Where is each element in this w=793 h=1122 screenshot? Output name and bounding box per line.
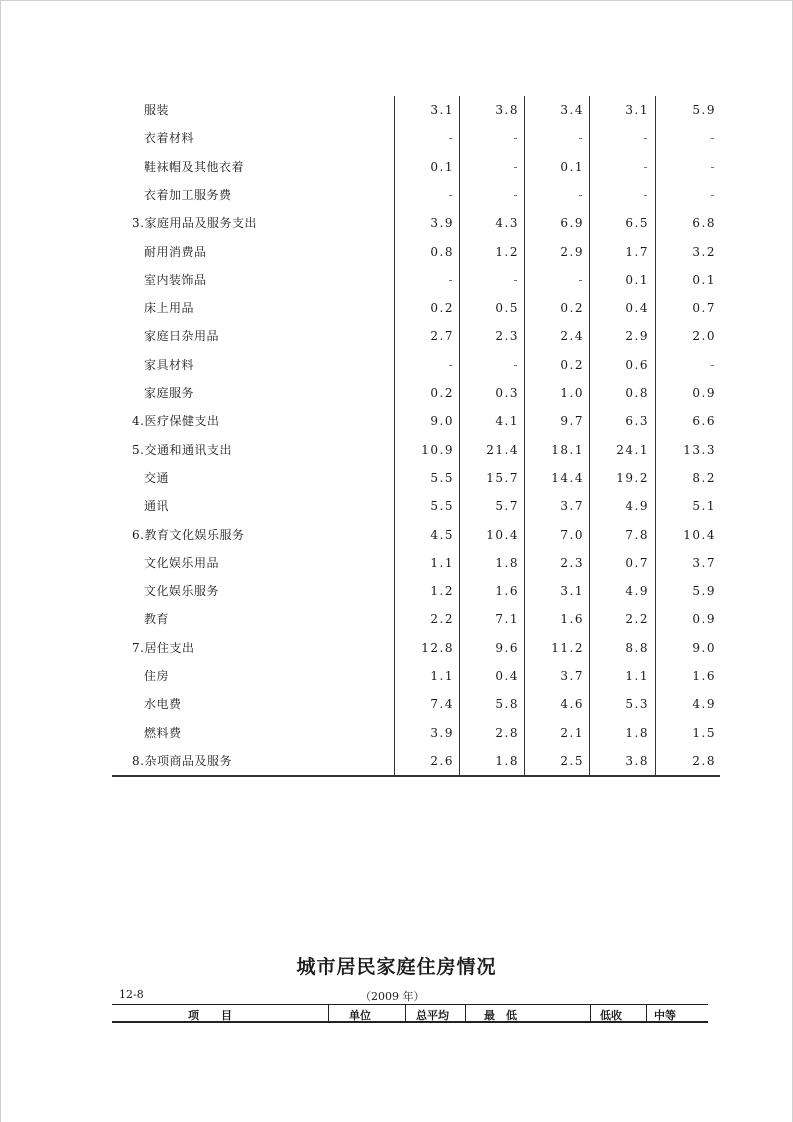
row-label: 文化娱乐服务 [144,584,220,599]
row-value: 0.9 [692,386,716,400]
row-value: 8.8 [625,640,649,655]
table-row [112,157,720,177]
row-label: 3.家庭用品及服务支出 [132,216,257,231]
row-value: 0.1 [625,272,649,287]
row-value: 9.0 [692,640,716,655]
row-value: 19.2 [616,470,649,485]
row-value: 3.2 [692,244,716,259]
row-value: - [578,272,584,287]
row-value: 3.8 [625,753,649,768]
row-value: 0.3 [495,386,519,400]
row-value: 10.4 [683,527,716,542]
row-value: 1.1 [430,555,454,570]
row-value: 0.1 [430,159,454,174]
table-row [112,298,720,318]
row-label: 衣着加工服务费 [144,187,232,202]
row-label: 住房 [144,669,170,683]
row-value: 21.4 [486,442,519,457]
row-value: 6.8 [692,216,716,231]
row-value: 5.9 [692,584,716,599]
row-value: 9.7 [560,414,584,429]
table-row [112,751,720,771]
row-label: 家庭服务 [144,386,195,400]
row-value: - [513,357,519,372]
header-middle: 中等 [654,1009,676,1022]
row-value: 0.2 [560,357,584,372]
row-value: 4.9 [625,499,649,514]
row-value: 2.9 [560,244,584,259]
header-divider [465,1005,466,1022]
table-bottom-rule [112,775,720,777]
row-value: 7.4 [430,697,454,712]
table-row [112,496,720,516]
row-label: 4.医疗保健支出 [132,414,220,429]
row-value: 7.0 [560,527,584,542]
row-value: 3.1 [430,103,454,117]
row-value: 0.2 [560,301,584,316]
table-year-note: （2009 年） [360,990,425,1003]
table-row [112,383,720,403]
row-value: - [448,272,454,287]
row-label: 6.教育文化娱乐服务 [132,527,245,542]
row-value: 2.2 [625,612,649,627]
row-value: 24.1 [616,442,649,457]
row-value: - [578,187,584,202]
row-value: - [513,272,519,287]
header-low-income: 低收 [600,1009,622,1022]
table-row [112,270,720,290]
row-label: 5.交通和通讯支出 [132,442,232,457]
row-value: 2.6 [430,753,454,768]
table-number: 12-8 [119,988,144,1001]
row-value: 3.9 [430,216,454,231]
row-label: 室内装饰品 [144,272,207,287]
row-value: 5.3 [625,697,649,712]
row-label: 教育 [144,612,170,627]
row-value: 3.7 [560,499,584,514]
table-row [112,440,720,460]
row-value: 3.9 [430,725,454,740]
row-value: 4.9 [692,697,716,712]
row-label: 服装 [144,103,170,117]
row-value: 0.5 [495,301,519,316]
row-value: 6.9 [560,216,584,231]
row-value: 4.5 [430,527,454,542]
row-value: - [710,357,716,372]
row-label: 床上用品 [144,301,195,316]
row-label: 文化娱乐用品 [144,555,220,570]
row-value: - [578,131,584,146]
table-row [112,525,720,545]
row-value: 3.8 [495,103,519,117]
header-divider [590,1005,591,1022]
row-value: 2.8 [692,753,716,768]
row-value: - [643,131,649,146]
row-value: 1.0 [560,386,584,400]
row-value: 1.8 [495,555,519,570]
header-divider [405,1005,406,1022]
row-value: 5.1 [692,499,716,514]
row-value: 0.2 [430,386,454,400]
row-value: 0.6 [625,357,649,372]
row-value: 0.1 [692,272,716,287]
row-value: 3.7 [692,555,716,570]
row-label: 通讯 [144,499,170,514]
table-row [112,185,720,205]
row-label: 7.居住支出 [132,640,195,655]
header-unit: 单位 [349,1009,371,1022]
row-value: 0.7 [625,555,649,570]
row-value: 4.1 [495,414,519,429]
row-value: 1.8 [625,725,649,740]
table-row [112,694,720,714]
table-row [112,581,720,601]
row-value: 3.1 [625,103,649,117]
row-value: 4.3 [495,216,519,231]
row-value: 1.7 [625,244,649,259]
row-value: 3.4 [560,103,584,117]
row-value: - [448,357,454,372]
row-value: 6.6 [692,414,716,429]
row-label: 家庭日杂用品 [144,329,220,344]
row-value: 0.9 [692,612,716,627]
row-value: 14.4 [551,470,584,485]
row-value: 5.8 [495,697,519,712]
row-label: 家具材料 [144,357,195,372]
row-label: 鞋袜帽及其他衣着 [144,159,245,174]
table-row [112,468,720,488]
row-label: 耐用消费品 [144,244,207,259]
row-value: 2.4 [560,329,584,344]
row-value: 13.3 [683,442,716,457]
row-value: 2.0 [692,329,716,344]
row-value: 11.2 [551,640,584,655]
row-value: 1.1 [625,669,649,683]
row-label: 水电费 [144,697,182,712]
row-value: 4.6 [560,697,584,712]
row-value: 1.8 [495,753,519,768]
row-label: 交通 [144,470,170,485]
row-value: 10.9 [421,442,454,457]
row-value: - [513,187,519,202]
row-value: 2.3 [495,329,519,344]
row-value: 0.1 [560,159,584,174]
table-row [112,723,720,743]
row-value: 5.7 [495,499,519,514]
row-value: 1.2 [495,244,519,259]
row-value: 3.1 [560,584,584,599]
row-value: - [513,131,519,146]
row-label: 8.杂项商品及服务 [132,753,232,768]
table-row [112,638,720,658]
row-value: 0.8 [430,244,454,259]
row-value: 1.1 [430,669,454,683]
row-value: 0.4 [625,301,649,316]
row-value: 5.9 [692,103,716,117]
table-row [112,128,720,148]
table-row [112,609,720,629]
header-divider [646,1005,647,1022]
row-value: - [448,187,454,202]
row-value: 0.2 [430,301,454,316]
row-value: 1.6 [692,669,716,683]
row-value: - [513,159,519,174]
row-label: 燃料费 [144,725,182,740]
row-value: 18.1 [551,442,584,457]
row-value: 6.5 [625,216,649,231]
row-value: 9.0 [430,414,454,429]
table-row [112,553,720,573]
row-value: 7.8 [625,527,649,542]
row-value: 5.5 [430,499,454,514]
table-row [112,242,720,262]
row-value: 12.8 [421,640,454,655]
row-value: 1.5 [692,725,716,740]
row-value: 2.5 [560,753,584,768]
row-value: 2.9 [625,329,649,344]
row-value: 2.8 [495,725,519,740]
row-value: 0.7 [692,301,716,316]
table-row [112,411,720,431]
row-value: - [710,159,716,174]
row-value: - [448,131,454,146]
row-value: 4.9 [625,584,649,599]
row-value: 1.6 [560,612,584,627]
row-value: 10.4 [486,527,519,542]
row-value: 2.1 [560,725,584,740]
header-divider [328,1005,329,1022]
table-row [112,100,720,120]
header-top-rule [112,1004,708,1005]
table-row [112,213,720,233]
row-value: 1.2 [430,584,454,599]
row-value: 0.4 [495,669,519,683]
table-row [112,355,720,375]
row-value: 9.6 [495,640,519,655]
row-value: 7.1 [495,612,519,627]
header-item: 项 目 [188,1009,232,1022]
row-label: 衣着材料 [144,131,195,146]
row-value: - [643,159,649,174]
table-row [112,326,720,346]
row-value: 3.7 [560,669,584,683]
row-value: 0.8 [625,386,649,400]
row-value: 2.2 [430,612,454,627]
header-lowest: 最 低 [484,1009,517,1022]
section-title: 城市居民家庭住房情况 [296,956,497,978]
table-row [112,666,720,686]
row-value: 2.3 [560,555,584,570]
row-value: 6.3 [625,414,649,429]
header-overall-average: 总平均 [416,1009,449,1022]
row-value: 5.5 [430,470,454,485]
row-value: - [710,131,716,146]
row-value: 8.2 [692,470,716,485]
row-value: - [643,187,649,202]
row-value: - [710,187,716,202]
row-value: 2.7 [430,329,454,344]
row-value: 15.7 [486,470,519,485]
expenditure-table [112,96,720,776]
page-border-top [0,0,793,1]
row-value: 1.6 [495,584,519,599]
